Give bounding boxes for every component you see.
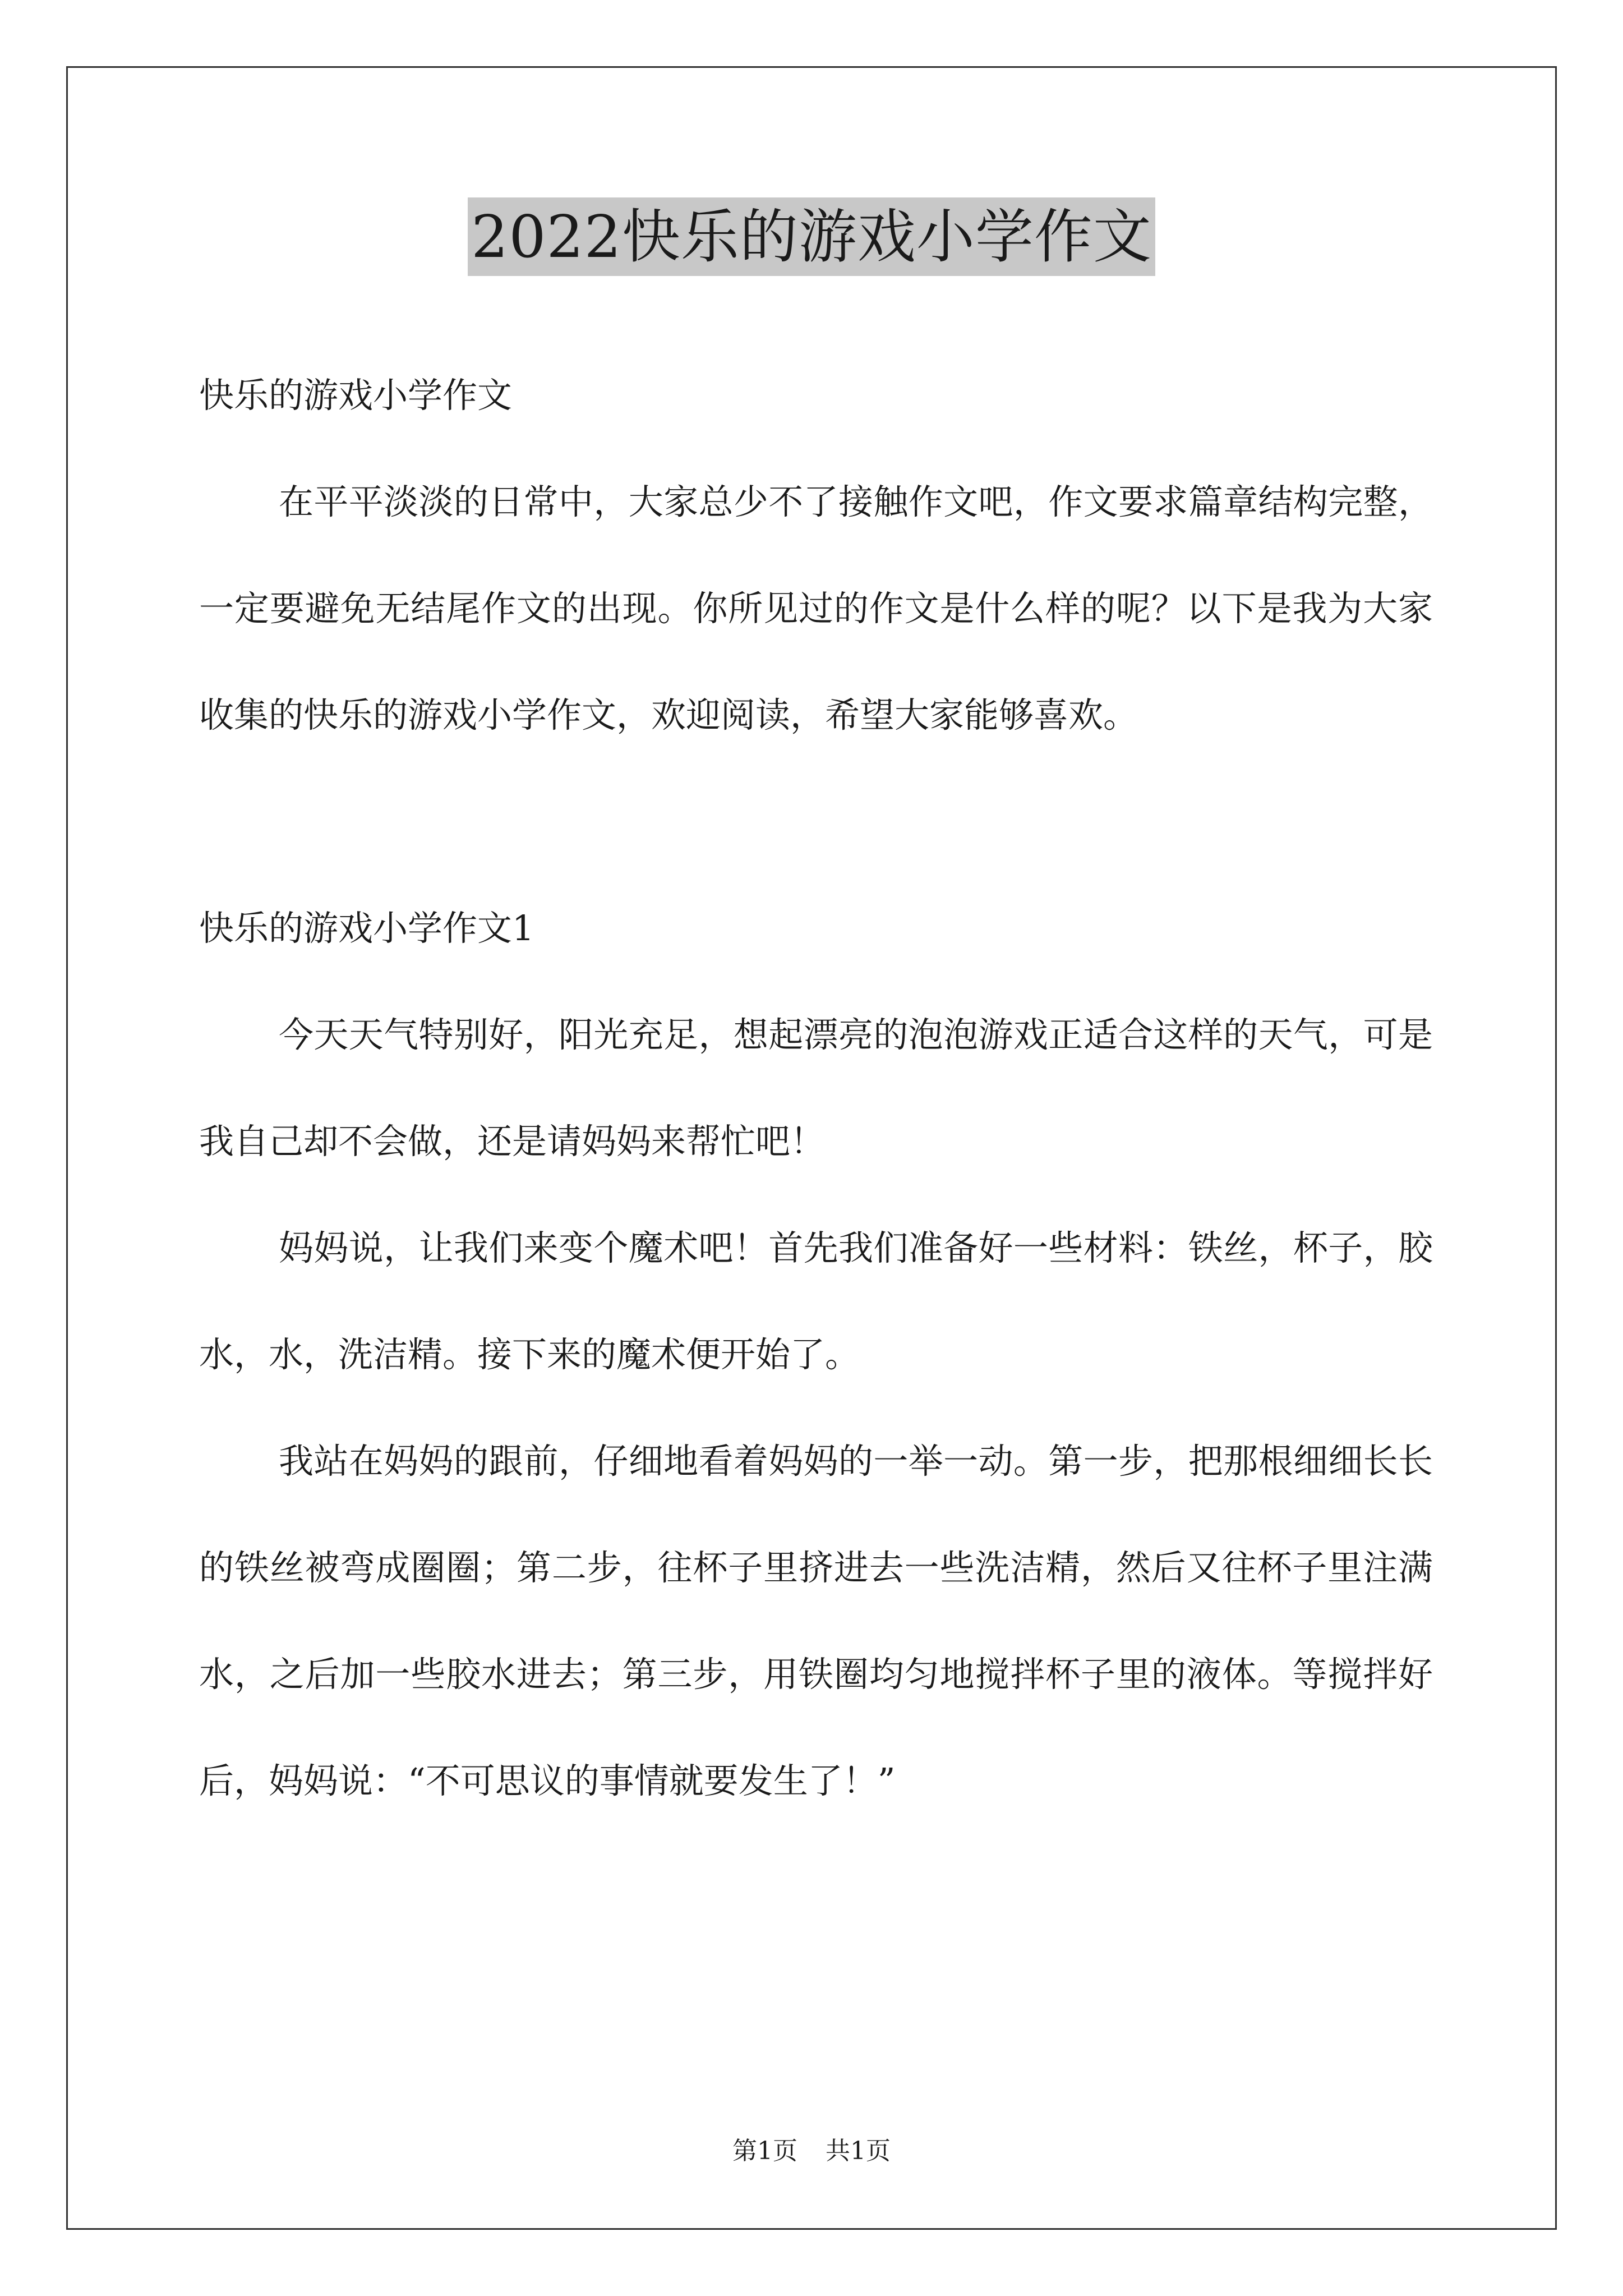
page-number: 第1页 [732,2137,797,2165]
body-paragraph: 妈妈说，让我们来变个魔术吧！首先我们准备好一些材料：铁丝，杯子，胶水，水，洗洁精。接下来的魔术便开始了。 [199,1227,1433,1375]
title-container [0,197,1623,276]
document-body [199,342,1433,1834]
section-heading: 快乐的游戏小学作文1 [199,908,534,949]
page-total: 共1页 [826,2137,891,2165]
intro-paragraph: 在平平淡淡的日常中，大家总少不了接触作文吧，作文要求篇章结构完整，一定要避免无结尾作文的出现。你所见过的作文是什么样的呢？以下是我为大家收集的快乐的游戏小学作文，欢迎阅读，希望大家能够喜欢。 [199,481,1433,735]
body-paragraph: 我站在妈妈的跟前，仔细地看着妈妈的一举一动。第一步，把那根细细长长的铁丝被弯成圈圈；第二步，往杯子里挤进去一些洗洁精，然后又往杯子里注满水，之后加一些胶水进去；第三步，用铁圈均匀地搅拌杯子里的液体。等搅拌好后，妈妈说：“不可思议的事情就要发生了！” [199,1441,1433,1801]
page-footer [0,2134,1623,2168]
subtitle: 快乐的游戏小学作文 [199,375,513,416]
body-paragraph: 今天天气特别好，阳光充足，想起漂亮的泡泡游戏正适合这样的天气，可是我自己却不会做，还是请妈妈来帮忙吧！ [199,1014,1433,1162]
document-title: 2022快乐的游戏小学作文 [468,197,1155,276]
